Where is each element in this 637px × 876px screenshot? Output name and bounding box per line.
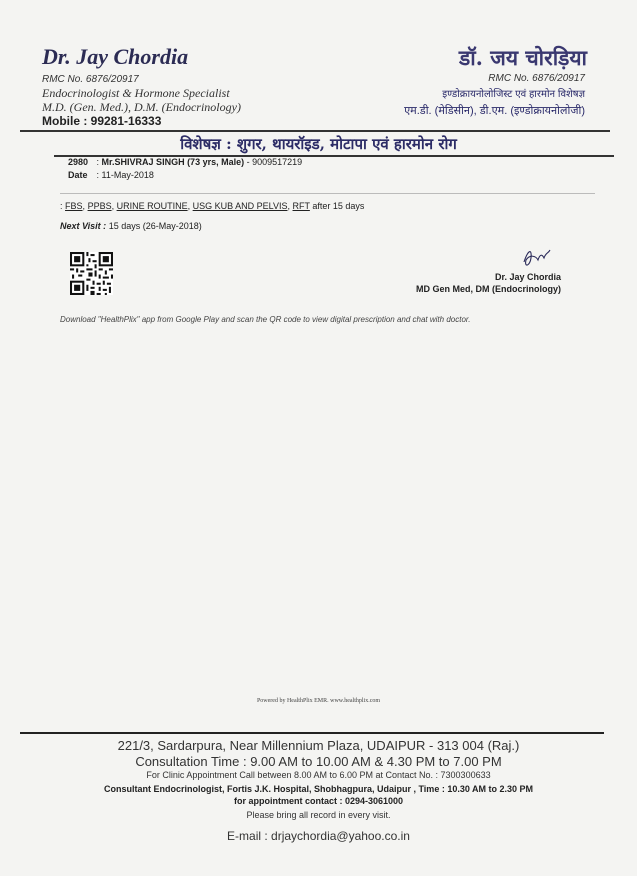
- qr-code: [70, 252, 113, 295]
- degrees-english: M.D. (Gen. Med.), D.M. (Endocrinology): [42, 100, 241, 114]
- footer-contact: for appointment contact : 0294-3061000: [233, 796, 404, 806]
- tests-suffix: after 15 days: [312, 201, 365, 211]
- powered-by: Powered by HealthPlix EMR. www.healthplix.com: [256, 698, 381, 704]
- test-item: URINE ROUTINE: [116, 201, 188, 211]
- degrees-hindi: एम.डी. (मेडिसीन), डी.एम. (इण्डोक्रायनोलोजी): [404, 105, 585, 117]
- test-item: FBS: [65, 201, 83, 211]
- test-item: PPBS: [87, 201, 112, 211]
- tests-line: : FBS, PPBS, URINE ROUTINE, USG KUB AND PELVIS, RFT after 15 days: [60, 201, 365, 211]
- footer-consultant: Consultant Endocrinologist, Fortis J.K. Hospital, Shobhagpura, Udaipur , Time : 10.30 AM to 2.30 PM: [103, 784, 534, 794]
- date-label: Date: [68, 170, 88, 180]
- date-sep: :: [96, 170, 100, 180]
- signature-scribble: [518, 244, 554, 270]
- date-value: 11-May-2018: [101, 170, 154, 180]
- footer-appointment: For Clinic Appointment Call between 8.00 AM to 6.00 PM at Contact No. : 7300300633: [146, 770, 491, 780]
- patient-name: Mr.SHIVRAJ SINGH (73 yrs, Male): [101, 157, 245, 167]
- signature-doctor-degree: MD Gen Med, DM (Endocrinology): [416, 284, 561, 294]
- rmc-number-hindi: RMC No. 6876/20917: [488, 73, 585, 84]
- doctor-name-hindi: डॉ. जय चोरड़िया: [458, 45, 587, 70]
- section-divider: [60, 193, 595, 194]
- rmc-number-english: RMC No. 6876/20917: [42, 74, 139, 85]
- footer-email: E-mail : drjaychordia@yahoo.co.in: [227, 829, 410, 843]
- download-note: Download "HealthPlix" app from Google Play and scan the QR code to view digital prescription and chat with doctor.: [60, 315, 471, 324]
- signature-doctor-name: Dr. Jay Chordia: [494, 272, 561, 282]
- footer-address: 221/3, Sardarpura, Near Millennium Plaza, UDAIPUR - 313 004 (Raj.): [117, 738, 520, 753]
- next-visit-value: 15 days (26-May-2018): [108, 221, 202, 231]
- date-row: [68, 170, 154, 180]
- footer-divider: [20, 732, 604, 734]
- test-item: RFT: [292, 201, 310, 211]
- next-visit-label: Next Visit :: [60, 221, 107, 231]
- patient-phone: - 9009517219: [246, 157, 303, 167]
- footer-bring-records: Please bring all record in every visit.: [246, 810, 391, 820]
- test-item: USG KUB AND PELVIS: [192, 201, 288, 211]
- specialty-hindi: इण्डोक्रायनोलोजिस्ट एवं हारमोन विशेषज्ञ: [442, 89, 585, 100]
- patient-id: 2980: [68, 157, 89, 167]
- specialty-english: Endocrinologist & Hormone Specialist: [42, 86, 230, 100]
- mobile-number: Mobile : 99281-16333: [42, 114, 162, 128]
- specialty-banner: विशेषज्ञ : शुगर, थायरॉइड, मोटापा एवं हारमोन रोग: [180, 135, 457, 153]
- patient-sep: :: [96, 157, 100, 167]
- tests-prefix: :: [60, 201, 63, 211]
- footer-consultation-time: Consultation Time : 9.00 AM to 10.00 AM & 4.30 PM to 7.00 PM: [135, 754, 502, 769]
- header-divider: [20, 130, 610, 132]
- doctor-name-english: Dr. Jay Chordia: [42, 44, 189, 69]
- next-visit: [60, 221, 202, 231]
- patient-row: [68, 157, 302, 167]
